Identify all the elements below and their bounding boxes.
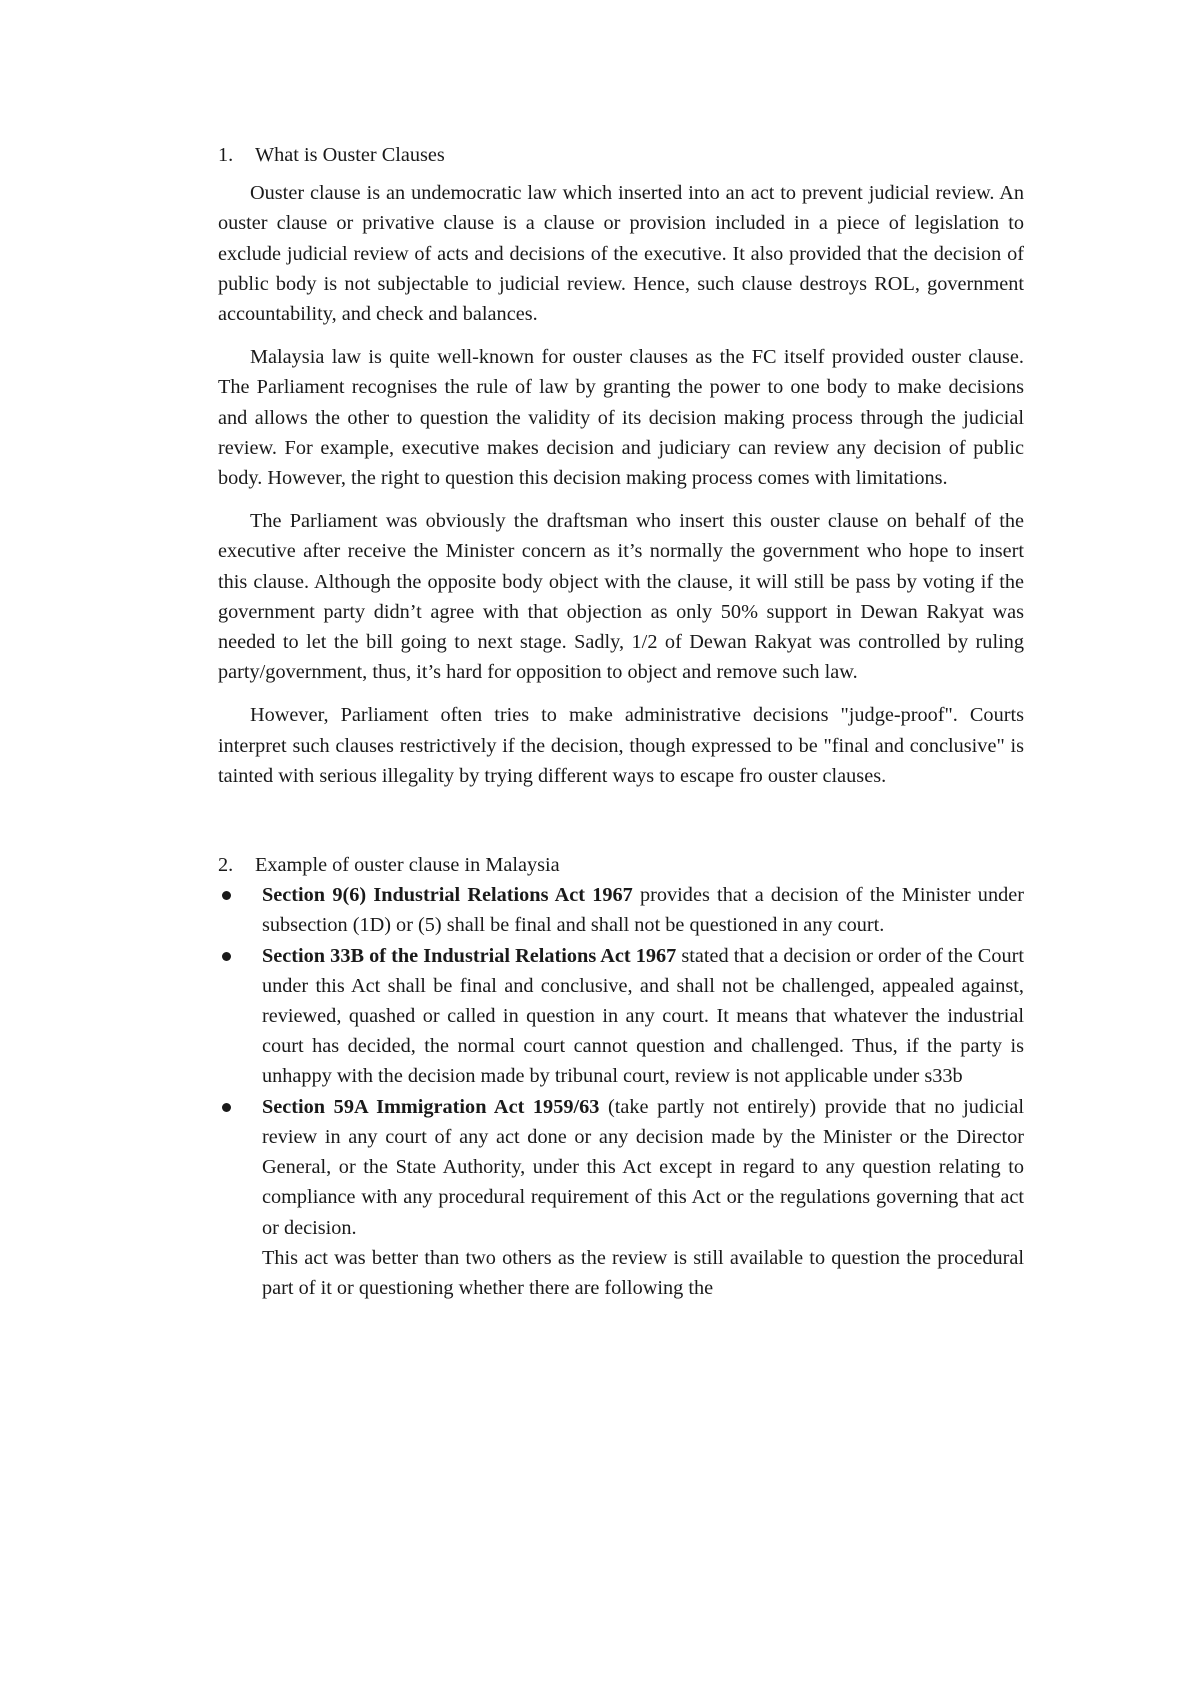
paragraph-3 [218, 506, 1024, 687]
paragraph-2 [218, 342, 1024, 493]
document-page [218, 140, 1024, 1303]
list-item-text: stated that a decision or order of the Court under this Act shall be final and conclusive, and shall not be challenged, appealed against, reviewed, quashed or called in question in any court. It means that whatever the industrial court has decided, the normal court cannot question and challenged. Thus, if the party is unhappy with the decision made by tribunal court, review is not applicable under s33b [262, 944, 1024, 1088]
list-item-text: (take partly not entirely) provide that no judicial review in any court of any act done or any decision made by the Minister or the Director General, or the State Authority, under this Act except in regard to any question relating to compliance with any procedural requirement of this Act or the regulations governing that act or decision. [262, 1095, 1024, 1239]
continuation-paragraph: This act was better than two others as the review is still available to question the procedural part of it or questioning whether there are following the [262, 1246, 1024, 1299]
bullet-icon [222, 952, 231, 961]
section-2-title: Example of ouster clause in Malaysia [255, 854, 560, 877]
ouster-clause-examples-list [218, 880, 1024, 1242]
section-2-heading [218, 850, 1024, 880]
section-1-title: What is Ouster Clauses [255, 144, 445, 166]
section-2-number: 2. [218, 854, 234, 877]
paragraph-4 [218, 700, 1024, 791]
list-item-statute: Section 33B of the Industrial Relations Act 1967 [262, 944, 677, 967]
list-item-statute: Section 59A Immigration Act 1959/63 [262, 1095, 600, 1118]
list-item-statute: Section 9(6) Industrial Relations Act 1967 [262, 884, 633, 907]
paragraph-1 [218, 178, 1024, 329]
bullet-icon [222, 1103, 231, 1112]
list-item-text: provides that a decision of the Minister under subsection (1D) or (5) shall be final and shall not be questioned in any court. [262, 884, 1024, 937]
list-item [218, 941, 1024, 1092]
section-1-number: 1. [218, 144, 234, 166]
list-item [218, 1092, 1024, 1243]
paragraph-3-text: The Parliament was obviously the draftsman who insert this ouster clause on behalf of the executive after receive the Minister concern as it’s normally the government who hope to insert this clause. Although the opposite body object with the clause, it will still be pass by voting if the government party didn’t agree with that objection as only 50% support in Dewan Rakyat was needed to let the bill going to next stage. Sadly, 1/2 of Dewan Rakyat was controlled by ruling party/government, thus, it’s hard for opposition to object and remove such law. [218, 510, 1024, 684]
paragraph-2-text: Malaysia law is quite well-known for ouster clauses as the FC itself provided ouster clause. The Parliament recognises the rule of law by granting the power to one body to make decisions and allows the other to question the validity of its decision making process through the judicial review. For example, executive makes decision and judiciary can review any decision of public body. However, the right to question this decision making process comes with limitations. [218, 346, 1024, 490]
paragraph-1-text: Ouster clause is an undemocratic law which inserted into an act to prevent judicial review. An ouster clause or privative clause is a clause or provision included in a piece of legislation to exclude judicial review of acts and decisions of the executive. It also provided that the decision of public body is not subjectable to judicial review. Hence, such clause destroys ROL, government accountability, and check and balances. [218, 182, 1024, 326]
bullet-icon [222, 891, 231, 900]
section-1-heading [218, 140, 1024, 170]
list-item [218, 880, 1024, 940]
section-gap [218, 804, 1024, 850]
paragraph-4-text: However, Parliament often tries to make administrative decisions "judge-proof". Courts interpret such clauses restrictively if the decision, though expressed to be "final and conclusive" is tainted with serious illegality by trying different ways to escape fro ouster clauses. [218, 704, 1024, 787]
